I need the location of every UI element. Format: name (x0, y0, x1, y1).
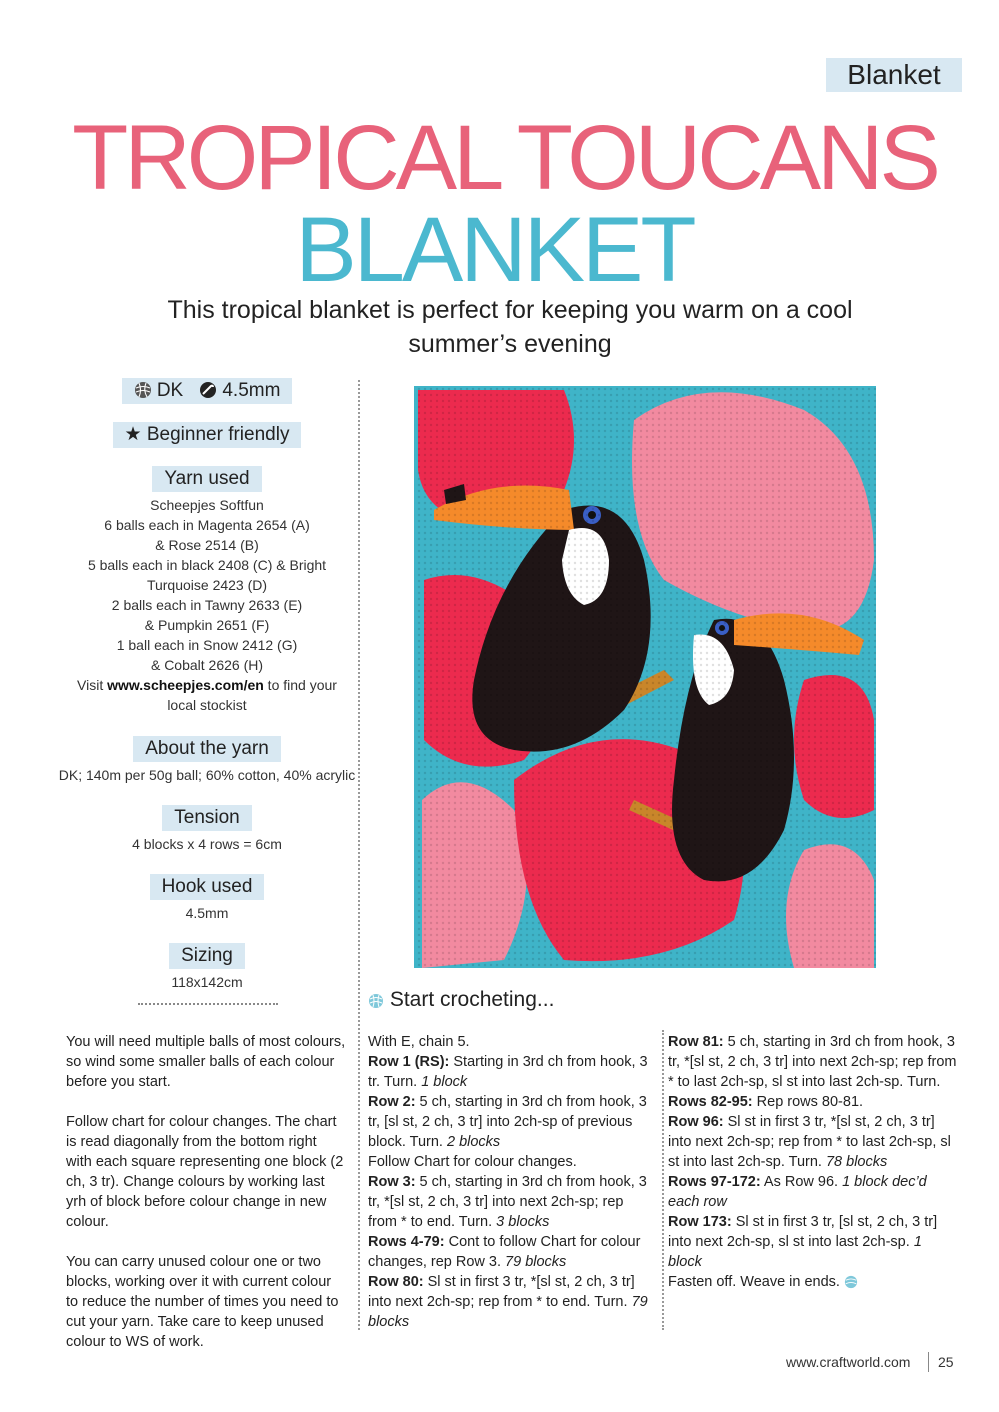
pattern-step: Row 80: Sl st in first 3 tr, *[sl st, 2 ch, 3 tr] into next 2ch-sp; rep from * to end. Turn. 79 blocks (368, 1274, 648, 1330)
footer-separator (928, 1352, 929, 1372)
skill-pill-row (56, 422, 358, 448)
yarn-line: 2 balls each in Tawny 2633 (E) (111, 597, 303, 613)
yarn-used-heading: Yarn used (152, 466, 261, 492)
yarn-line: & Cobalt 2626 (H) (150, 657, 264, 673)
hook-used-text: 4.5mm (185, 905, 229, 921)
pattern-step: Row 173: Sl st in first 3 tr, [sl st, 2 ch, 3 tr] into next 2ch-sp, sl st into last 2ch-sp. 1 block (668, 1214, 938, 1270)
yarn-weight: DK (156, 380, 184, 401)
pattern-step: Row 81: 5 ch, starting in 3rd ch from hook, 3 tr, *[sl st, 2 ch, 3 tr] into next 2ch-sp; rep from * to last 2ch-sp, sl st into last 2ch-sp. Turn. (668, 1034, 957, 1090)
skill-level: Beginner friendly (146, 424, 290, 445)
yarn-ball-icon (134, 381, 152, 399)
yarn-line: 1 ball each in Snow 2412 (G) (116, 637, 298, 653)
yarn-line: 6 balls each in Magenta 2654 (A) (104, 517, 310, 533)
yarn-used-section (56, 466, 358, 715)
blanket-photo (404, 380, 884, 972)
specs-pill (122, 378, 293, 404)
section-tag: Blanket (826, 58, 962, 92)
about-yarn-section (56, 736, 358, 785)
pattern-step: With E, chain 5. (368, 1034, 470, 1050)
pattern-step: Row 2: 5 ch, starting in 3rd ch from hook, 3 tr, [sl st, 2 ch, 3 tr] into 2ch-sp of previous block. Turn. 2 blocks (368, 1094, 647, 1150)
star-icon: ★ (124, 424, 142, 445)
skill-pill (113, 422, 302, 448)
stockist-link[interactable]: www.scheepjes.com/en (107, 677, 264, 693)
hook-used-heading: Hook used (150, 874, 265, 900)
yarn-ball-icon (844, 1275, 858, 1289)
visit-line: Visit www.scheepjes.com/en to find your (77, 677, 337, 693)
hook-icon (199, 381, 217, 399)
footer-url[interactable]: www.craftworld.com (786, 1354, 911, 1370)
pattern-step: Fasten off. Weave in ends. (668, 1272, 958, 1292)
tension-heading: Tension (162, 805, 252, 831)
intro-paragraph: Follow chart for colour changes. The chart is read diagonally from the bottom right with each square representing one block (2 ch, 3 tr). Change colours by working last yrh of block before colour change in new colour. (66, 1114, 344, 1230)
tension-section (56, 805, 358, 854)
start-crocheting-heading: Start crocheting... (368, 986, 554, 1014)
sizing-heading: Sizing (169, 943, 245, 969)
yarn-line: & Rose 2514 (B) (155, 537, 259, 553)
yarn-ball-icon (368, 993, 384, 1009)
page-subtitle: This tropical blanket is perfect for keeping you warm on a cool summer’s evening (167, 296, 853, 358)
hook-size: 4.5mm (222, 380, 281, 401)
column-divider (358, 380, 360, 1330)
visit-line-2: local stockist (167, 697, 247, 713)
pattern-step: Row 1 (RS): Starting in 3rd ch from hook, 3 tr. Turn. 1 block (368, 1054, 648, 1090)
page-title-line2: BLANKET (295, 199, 694, 301)
sizing-text: 118x142cm (171, 974, 243, 990)
tension-text: 4 blocks x 4 rows = 6cm (132, 836, 282, 852)
pattern-steps-col2 (668, 1032, 958, 1292)
page-number: 25 (938, 1354, 954, 1370)
pattern-step: Rows 4-79: Cont to follow Chart for colour changes, rep Row 3. 79 blocks (368, 1234, 641, 1270)
pattern-step: Follow Chart for colour changes. (368, 1154, 577, 1170)
yarn-line: 5 balls each in black 2408 (C) & Bright (87, 557, 327, 573)
pattern-steps-col1 (368, 1032, 656, 1332)
column-divider (662, 1030, 664, 1330)
hook-used-section (56, 874, 358, 923)
about-yarn-text: DK; 140m per 50g ball; 60% cotton, 40% acrylic (58, 767, 356, 783)
pattern-step: Row 3: 5 ch, starting in 3rd ch from hook, 3 tr, *[sl st, 2 ch, 3 tr] into next 2ch-sp; rep from * to end. Turn. 3 blocks (368, 1174, 647, 1230)
specs-pill-row (56, 378, 358, 404)
intro-paragraph: You can carry unused colour one or two blocks, working over it with current colour to reduce the number of times you need to cut your yarn. Take care to keep unused colour to WS of work. (66, 1254, 339, 1350)
yarn-used-list (56, 495, 358, 715)
intro-text (66, 1032, 346, 1372)
sizing-section (56, 943, 358, 992)
yarn-line: Scheepjes Softfun (150, 497, 264, 513)
yarn-line: & Pumpkin 2651 (F) (144, 617, 270, 633)
dotted-divider (138, 1003, 278, 1005)
about-yarn-heading: About the yarn (133, 736, 281, 762)
page-title-line1: TROPICAL TOUCANS (72, 107, 937, 209)
pattern-step: Rows 97-172: As Row 96. 1 block dec’d each row (668, 1174, 927, 1210)
pattern-step: Row 96: Sl st in first 3 tr, *[sl st, 2 ch, 3 tr] into next 2ch-sp; rep from * to last 2ch-sp, sl st into last 2ch-sp. Turn. 78 blocks (668, 1114, 951, 1170)
yarn-line: Turquoise 2423 (D) (146, 577, 268, 593)
pattern-step: Rows 82-95: Rep rows 80-81. (668, 1094, 864, 1110)
intro-paragraph: You will need multiple balls of most colours, so wind some smaller balls of each colour before you start. (66, 1034, 346, 1090)
